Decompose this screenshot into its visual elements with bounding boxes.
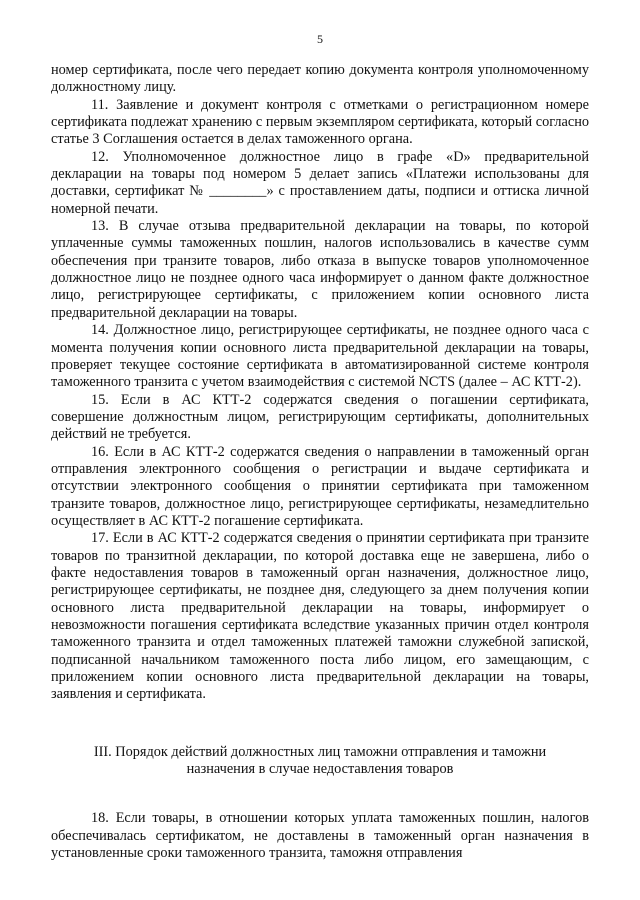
paragraph-16: 16. Если в АС КТТ-2 содержатся сведения о направлении в таможенный орган отправления электронного сообщения о регистрации и выдаче сертификата и отсутствии электронного сообщения о принятии сертификата при таможенном транзите товаров, должностное лицо, регистрирующее сертификаты, незамедлительно осуществляет в АС КТТ-2 погашение сертификата. [51,443,589,529]
paragraph-12: 12. Уполномоченное должностное лицо в графе «D» предварительной декларации на товары под номером 5 делает запись «Платежи использованы для доставки, сертификат № ________» с проставлением даты, подписи и оттиска личной номерной печати. [51,148,589,217]
section-heading: III. Порядок действий должностных лиц таможни отправления и таможни назначения в случае недоставления товаров [93,743,547,778]
paragraph-continuation: номер сертификата, после чего передает копию документа контроля уполномоченному должностному лицу. [51,62,589,96]
spacer [51,704,589,744]
spacer [51,778,589,810]
paragraph-17: 17. Если в АС КТТ-2 содержатся сведения о принятии сертификата при транзите товаров по транзитной декларации, по которой доставка еще не завершена, либо о факте недоставления товаров в таможенный орган назначения, должностное лицо, регистрирующее сертификаты, не позднее дня, следующего за днем получения копии основного листа предварительной декларации на товары, информирует о невозможности погашения сертификата вследствие указанных причин отдел контроля таможенного транзита и отдел таможенных платежей таможни служебной запиской, подписанной начальником таможенного поста либо лицом, его замещающим, с приложением копии основного листа предварительной декларации на товары, заявления и сертификата. [51,530,589,703]
paragraph-11: 11. Заявление и документ контроля с отметками о регистрационном номере сертификата подлежат хранению с первым экземпляром сертификата, который согласно статье 3 Соглашения остается в делах таможенного органа. [51,96,589,148]
document-body [51,62,589,862]
page-number: 5 [317,32,323,46]
paragraph-18: 18. Если товары, в отношении которых уплата таможенных пошлин, налогов обеспечивалась сертификатом, не доставлены в таможенный орган назначения в установленные сроки таможенного транзита, таможня отправления [51,810,589,862]
paragraph-13: 13. В случае отзыва предварительной декларации на товары, по которой уплаченные суммы таможенных пошлин, налогов использовались в качестве сумм обеспечения при транзите товаров, либо отказа в выпуске товаров уполномоченное должностное лицо не позднее одного часа информирует о данном факте должностное лицо, регистрирующее сертификаты, с приложением копии основного листа предварительной декларации на товары. [51,218,589,321]
paragraph-15: 15. Если в АС КТТ-2 содержатся сведения о погашении сертификата, совершение должностным лицом, регистрирующим сертификаты, дополнительных действий не требуется. [51,391,589,443]
paragraph-14: 14. Должностное лицо, регистрирующее сертификаты, не позднее одного часа с момента получения копии основного листа предварительной декларации на товары, проверяет текущее состояние сертификата в автоматизированной системе контроля таможенного транзита с учетом взаимодействия с системой NCTS (далее – АС КТТ-2). [51,322,589,391]
